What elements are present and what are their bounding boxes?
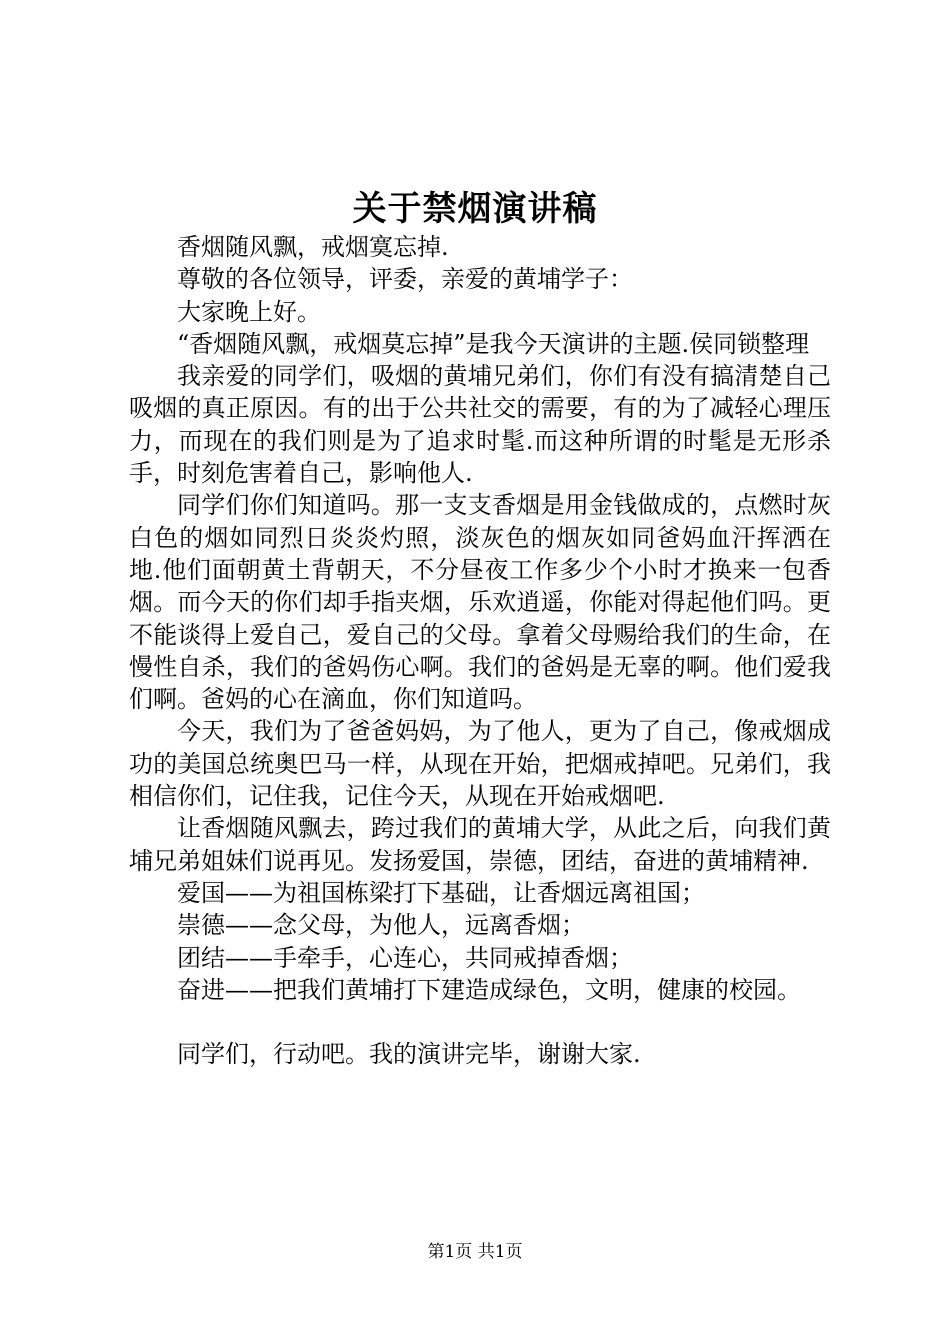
blank-line	[129, 1006, 831, 1038]
paragraph-greeting: 大家晚上好。	[177, 297, 321, 326]
paragraph-topic: “香烟随风飘，戒烟莫忘掉”是我今天演讲的主题.侯同锁整理	[177, 329, 810, 358]
paragraph-body-2: 同学们你们知道吗。那一支支香烟是用金钱做成的，点燃时灰白色的烟如同烈日炎炎灼照，淡灰色的烟灰如同爸妈血汗挥洒在地.他们面朝黄土背朝天，不分昼夜工作多少个小时才换来一包香烟。而今天的你们却手指夹烟，乐欢逍遥，你能对得起他们吗。更不能谈得上爱自己，爱自己的父母。拿着父母赐给我们的生命，在慢性自杀，我们的爸妈伤心啊。我们的爸妈是无辜的啊。他们爱我们啊。爸妈的心在滴血，你们知道吗。	[129, 491, 831, 714]
paragraph-motto-unity: 团结——手牵手，心连心，共同戒掉香烟；	[177, 943, 633, 972]
document-body	[129, 231, 831, 1071]
paragraph-motto-patriotism: 爱国——为祖国栋梁打下基础，让香烟远离祖国；	[177, 878, 705, 907]
paragraph-body-3: 今天，我们为了爸爸妈妈，为了他人，更为了自己，像戒烟成功的美国总统奥巴马一样，从现在开始，把烟戒掉吧。兄弟们，我相信你们，记住我，记住今天，从现在开始戒烟吧.	[129, 717, 831, 811]
paragraph-motto-virtue: 崇德——念父母，为他人，远离香烟；	[177, 911, 585, 940]
paragraph-theme-line: 香烟随风飘，戒烟寞忘掉.	[177, 233, 449, 261]
paragraph-body-4: 让香烟随风飘去，跨过我们的黄埔大学，从此之后，向我们黄埔兄弟姐妹们说再见。发扬爱国，崇德，团结，奋进的黄埔精神.	[129, 814, 831, 875]
paragraph-closing: 同学们，行动吧。我的演讲完毕，谢谢大家.	[177, 1040, 641, 1069]
paragraph-motto-progress: 奋进——把我们黄埔打下建造成绿色，文明，健康的校园。	[177, 975, 801, 1004]
paragraph-body-1: 我亲爱的同学们，吸烟的黄埔兄弟们，你们有没有搞清楚自己吸烟的真正原因。有的出于公共社交的需要，有的为了减轻心理压力，而现在的我们则是为了追求时髦.而这种所谓的时髦是无形杀手，时刻危害着自己，影响他人.	[129, 362, 831, 488]
paragraph-salutation: 尊敬的各位领导，评委，亲爱的黄埔学子：	[177, 265, 633, 294]
document-title: 关于禁烟演讲稿	[352, 189, 598, 229]
page-number-footer: 第1页 共1页	[427, 1242, 523, 1262]
